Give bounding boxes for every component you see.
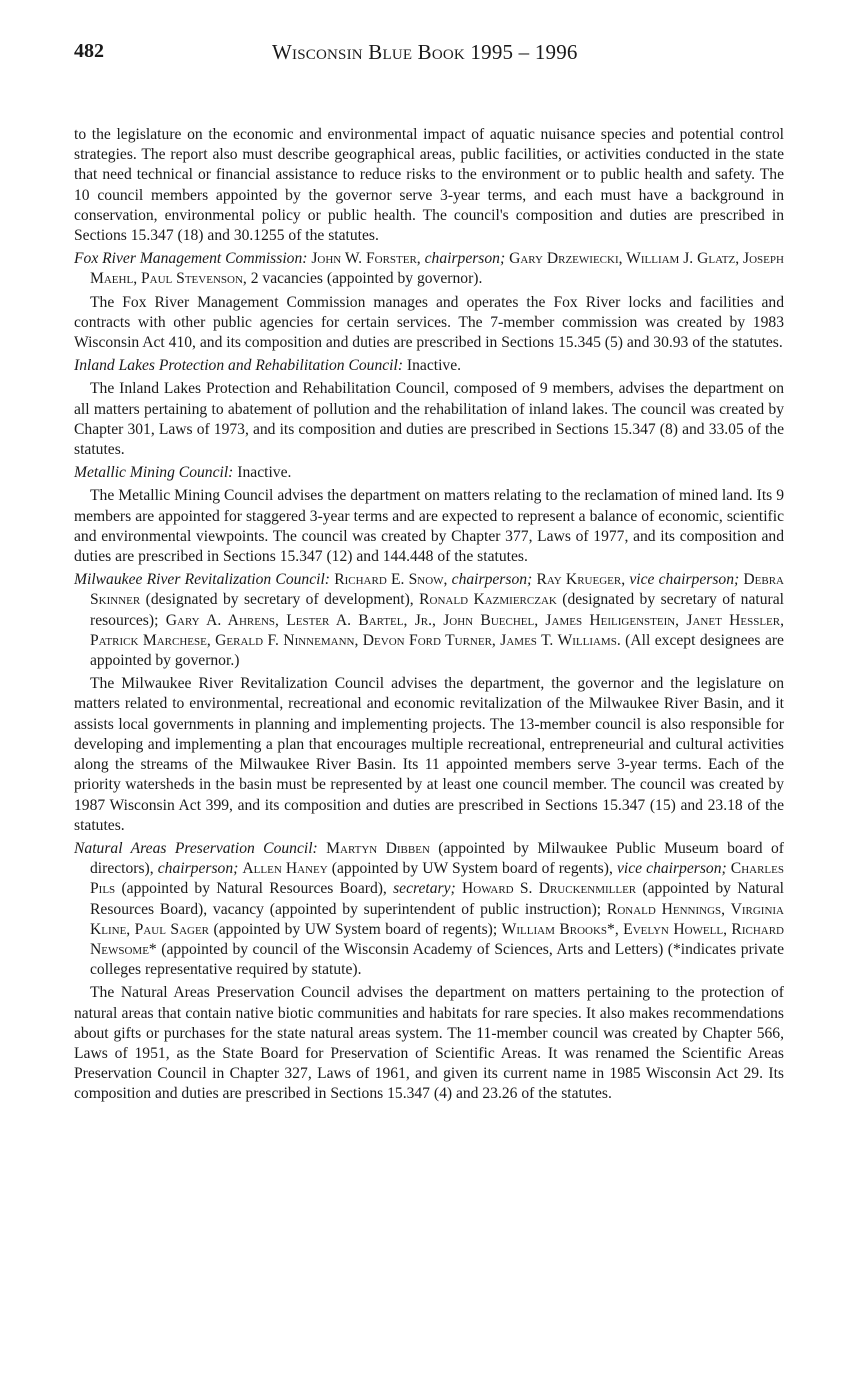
appointment-note: 2 vacancies (appointed by governor). bbox=[250, 270, 483, 288]
member-names: Allen Haney bbox=[242, 860, 328, 878]
member-names: Ronald Hennings, Virginia Kline, Paul Sager bbox=[90, 900, 785, 938]
entry-status: Inactive. bbox=[406, 357, 462, 375]
entry-status: Inactive. bbox=[237, 464, 292, 482]
metallic-mining-description: The Metallic Mining Council advises the department on matters relating to the reclamation of mined land. Its 9 members are appointed for staggered 3-year terms and are expected to represent a balance of economic, scientific and environmental viewpoints. The council was created by Chapter 377, Laws of 1977, and its composition and duties are prescribed in Sections 15.347 (12) and 144.448 of the statutes. bbox=[74, 487, 784, 566]
role-label: chairperson; bbox=[424, 250, 506, 268]
role-label: vice chairperson; bbox=[616, 860, 727, 878]
appointment-note: (designated by secretary of natural resources); bbox=[90, 591, 784, 629]
appointment-note: (appointed by council of the Wisconsin Academy of Sciences, Arts and Letters) (*indicates private colleges representative required by statute). bbox=[90, 940, 784, 979]
role-label: chairperson; bbox=[157, 860, 239, 878]
role-label: chairperson; bbox=[451, 571, 533, 589]
fox-river-description: The Fox River Management Commission manages and operates the Fox River locks and facilities and contracts with other public agencies for certain services. The 7-member commission was created by 1983 Wisconsin Act 410, and its composition and duties are prescribed in Sections 15.345 (5) and 30.93 of the statutes. bbox=[74, 293, 784, 352]
fox-river-commission-entry bbox=[74, 249, 784, 289]
member-names: Richard E. Snow, bbox=[334, 571, 448, 589]
natural-areas-council-entry bbox=[74, 839, 784, 980]
appointment-note: (appointed by UW System board of regents); bbox=[213, 920, 498, 938]
page-header bbox=[74, 40, 784, 70]
entry-title: Inland Lakes Protection and Rehabilitation Council: bbox=[74, 357, 404, 375]
role-label: secretary; bbox=[393, 880, 456, 898]
body-text bbox=[74, 125, 784, 1108]
appointment-note: (All except designees are appointed by governor.) bbox=[90, 631, 784, 670]
member-names: Howard S. Druckenmiller bbox=[462, 880, 637, 898]
member-names: John W. Forster, bbox=[311, 250, 421, 268]
appointment-note: (appointed by Milwaukee Public Museum board of directors), bbox=[90, 839, 784, 878]
inland-lakes-council-entry bbox=[74, 356, 784, 376]
page-number: 482 bbox=[74, 40, 104, 62]
milwaukee-river-council-entry bbox=[74, 570, 784, 671]
milwaukee-river-description: The Milwaukee River Revitalization Council advises the department, the governor and the legislature on matters related to environmental, recreational and economic revitalization of the Milwaukee River Basin, and it assists local governments in planning and implementing projects. The 13-member council is also responsible for developing and implementing a plan that encourages multiple recreational, entrepreneurial and cultural activities along the streams of the Milwaukee River Basin. Its 11 appointed members serve 3-year terms. Each of the priority watersheds in the basin must be represented by at least one council member. The council was created by 1987 Wisconsin Act 399, and its composition and duties are prescribed in Sections 15.347 (15) and 23.18 of the statutes. bbox=[74, 675, 784, 834]
role-label: vice chairperson; bbox=[629, 571, 740, 589]
member-names: Charles Pils bbox=[90, 860, 784, 898]
metallic-mining-council-entry bbox=[74, 463, 784, 483]
member-names: Martyn Dibben bbox=[326, 839, 430, 857]
entry-title: Metallic Mining Council: bbox=[74, 464, 234, 482]
member-names: Debra Skinner bbox=[90, 571, 785, 609]
entry-title: Milwaukee River Revitalization Council: bbox=[74, 571, 330, 589]
member-names: Gary Drzewiecki, William J. Glatz, Joseph Maehl, Paul Stevenson, bbox=[90, 250, 784, 288]
appointment-note: (designated by secretary of development), bbox=[145, 591, 414, 609]
inland-lakes-description: The Inland Lakes Protection and Rehabilitation Council, composed of 9 members, advises the department on all matters pertaining to abatement of pollution and the rehabilitation of inland lakes. The council was created by Chapter 301, Laws of 1973, and its composition and duties are prescribed in Sections 15.347 (8) and 33.05 of the statutes. bbox=[74, 380, 784, 459]
natural-areas-description: The Natural Areas Preservation Council advises the department on matters pertaining to the protection of natural areas that contain native biotic communities and habitats for rare species. It also makes recommendations about gifts or purchases for the state natural areas system. The 11-member council was created by Chapter 566, Laws of 1951, as the State Board for Preservation of Scientific Areas. It was renamed the Scientific Areas Preservation Council in Chapter 327, Laws of 1961, and given its current name in 1985 Wisconsin Act 29. Its composition and duties are prescribed in Sections 15.347 (4) and 23.26 of the statutes. bbox=[74, 984, 784, 1103]
member-names: Gary A. Ahrens, Lester A. Bartel, Jr., John Buechel, James Heiligenstein, Janet Hessler, Patrick Marchese, Gerald F. Ninnemann, Devon Ford Turner, James T. Williams. bbox=[90, 611, 784, 649]
appointment-note: (appointed by UW System board of regents), bbox=[331, 860, 613, 878]
running-title: Wisconsin Blue Book 1995 – 1996 bbox=[272, 40, 578, 64]
appointment-note: (appointed by Natural Resources Board), vacancy (appointed by superintendent of public instruction); bbox=[90, 880, 784, 918]
entry-title: Natural Areas Preservation Council: bbox=[74, 839, 318, 857]
member-names: William Brooks*, Evelyn Howell, Richard Newsome* bbox=[90, 920, 785, 958]
member-names: Ronald Kazmierczak bbox=[419, 591, 557, 609]
entry-title: Fox River Management Commission: bbox=[74, 250, 308, 268]
member-names: Ray Krueger, bbox=[536, 571, 626, 589]
continued-paragraph: to the legislature on the economic and environmental impact of aquatic nuisance species and potential control strategies. The report also must describe geographical areas, public facilities, or activities conducted in the state that need technical or financial assistance to reduce risks to the environment or to public health and safety. The 10 council members appointed by the governor serve 3-year terms, and each must have a background in conservation, environmental policy or public health. The council's composition and duties are prescribed in Sections 15.347 (18) and 30.1255 of the statutes. bbox=[74, 126, 784, 245]
appointment-note: (appointed by Natural Resources Board), bbox=[121, 880, 387, 898]
